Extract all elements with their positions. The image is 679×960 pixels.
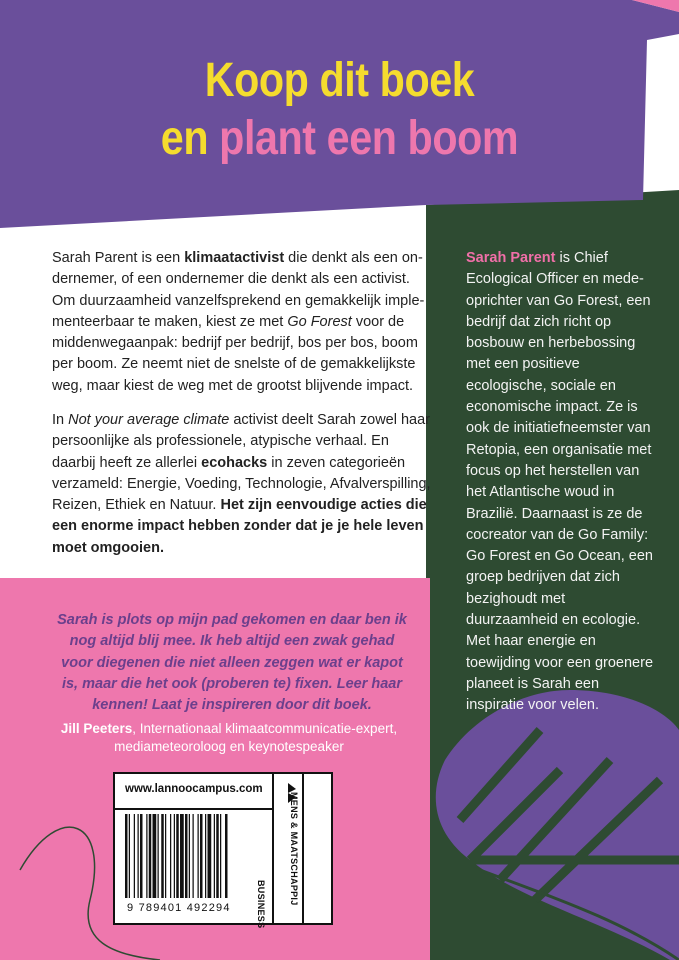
text: Sarah Parent is een [52,250,185,266]
barcode-bar [149,814,152,898]
barcode-bar [176,814,179,898]
barcode-bar [200,814,203,898]
barcode-bar [138,814,139,898]
text: voor de middenwegaanpak: bedrijf per bedrijf, bos per bos, boom per boom. Ze neemt niet de snelste of de gemakkelijkste weg, maar kiest de weg met de grootst blijvende impact. [52,313,418,394]
barcode-bar [146,814,147,898]
divider [115,808,272,810]
text: In [52,412,69,428]
title-plant-een-boom: plant een boom [219,112,519,165]
barcode-bar [134,814,135,898]
category-sub: BUSINESS [256,880,266,929]
barcode-bar [216,814,219,898]
quote-author-role: , Internationaal klimaatcommunicatie-expert, mediameteoroloog en keynotespeaker [114,721,398,754]
title-word-en: en [160,112,220,165]
barcode-bar [208,814,212,898]
text-bold: ecohacks [201,454,268,471]
barcode-bar [158,814,159,898]
text-italic: Not your average climate [68,412,230,428]
text-italic: Go Forest [287,313,352,330]
divider [302,774,304,923]
barcode-box [113,772,333,929]
barcode-bar [174,814,175,898]
barcode-bar [189,814,190,898]
barcode-bar [170,814,171,898]
barcode-bar [193,814,194,898]
isbn-number: 9 789401 492294 [127,902,231,914]
barcode-bar [125,814,128,898]
text: die denkt als een ondernemer, of een ondernemer die denkt als een activist. Om duurzaamheid vanzelfsprekend en gemakkelijk implementeerbaar te maken, kiest ze met [52,250,425,330]
barcode-bar [220,814,221,898]
barcode-bar [198,814,199,898]
barcode-bar [129,814,130,898]
title-line-1: Koop dit boek [204,54,475,107]
barcode [125,814,263,900]
bio-text: is Chief Ecological Officer en medeoprichter van Go Forest, een bedrijf dat zich richt op bosbouw en herbebossing met een positieve ecologische, sociale en economische impact. Ze is ook de initiatiefneemster van Retopia, een organisatie met focus op het herstellen van het Atlantische woud in Brazilië. Daarnaast is ze de cocreator van de Go Family: Go Forest en Go Ocean, een groep bedrijven dat zich bezighoudt met duurzaamheid en ecologie. Met haar energie en toewijding voor een groenere planeet is Sarah een inspiratie voor velen. [466,250,654,714]
endorsement-quote: Sarah is plots op mijn pad gekomen en daar ben ik nog altijd blij mee. Ik heb altijd een zwak gehad voor diegenen die niet alleen zeggen wat er kapot is, maar die het ook (proberen te) fixen. Leer haar kennen! Laat je inspireren door dit boek. [57,612,407,714]
text-bold: klimaatactivist [184,250,285,266]
text-bold: Het zijn eenvoudige acties die een enorme impact hebben zonder dat je je hele leven moet omgooien. [52,497,427,556]
barcode-bar [185,814,188,898]
text: activist deelt Sarah zowel haar persoonlijke als professionele, atypische verhaal. En daarbij heeft ze allerlei [52,412,430,471]
publisher-url: www.lannoocampus.com [125,783,263,795]
quote-attribution [48,720,410,756]
divider [272,774,274,923]
barcode-bar [161,814,164,898]
barcode-bar [214,814,215,898]
barcode-bar [165,814,166,898]
category-main: MENS & MAATSCHAPPIJ [289,792,299,906]
text: in zeven categorieën verzameld: Energie, Voeding, Technologie, Afvalverspilling, Reizen, Ethiek en Natuur. [52,454,431,514]
intro-paragraph-2 [52,410,432,559]
barcode-bar [180,814,184,898]
title-line-2 [48,110,632,168]
quote-author: Jill Peeters [60,721,133,736]
author-bio [466,248,658,717]
barcode-bar [225,814,228,898]
author-name: Sarah Parent [466,250,556,266]
barcode-bar [153,814,157,898]
barcode-bar [140,814,143,898]
intro-paragraph-1 [52,248,432,397]
barcode-bar [205,814,206,898]
